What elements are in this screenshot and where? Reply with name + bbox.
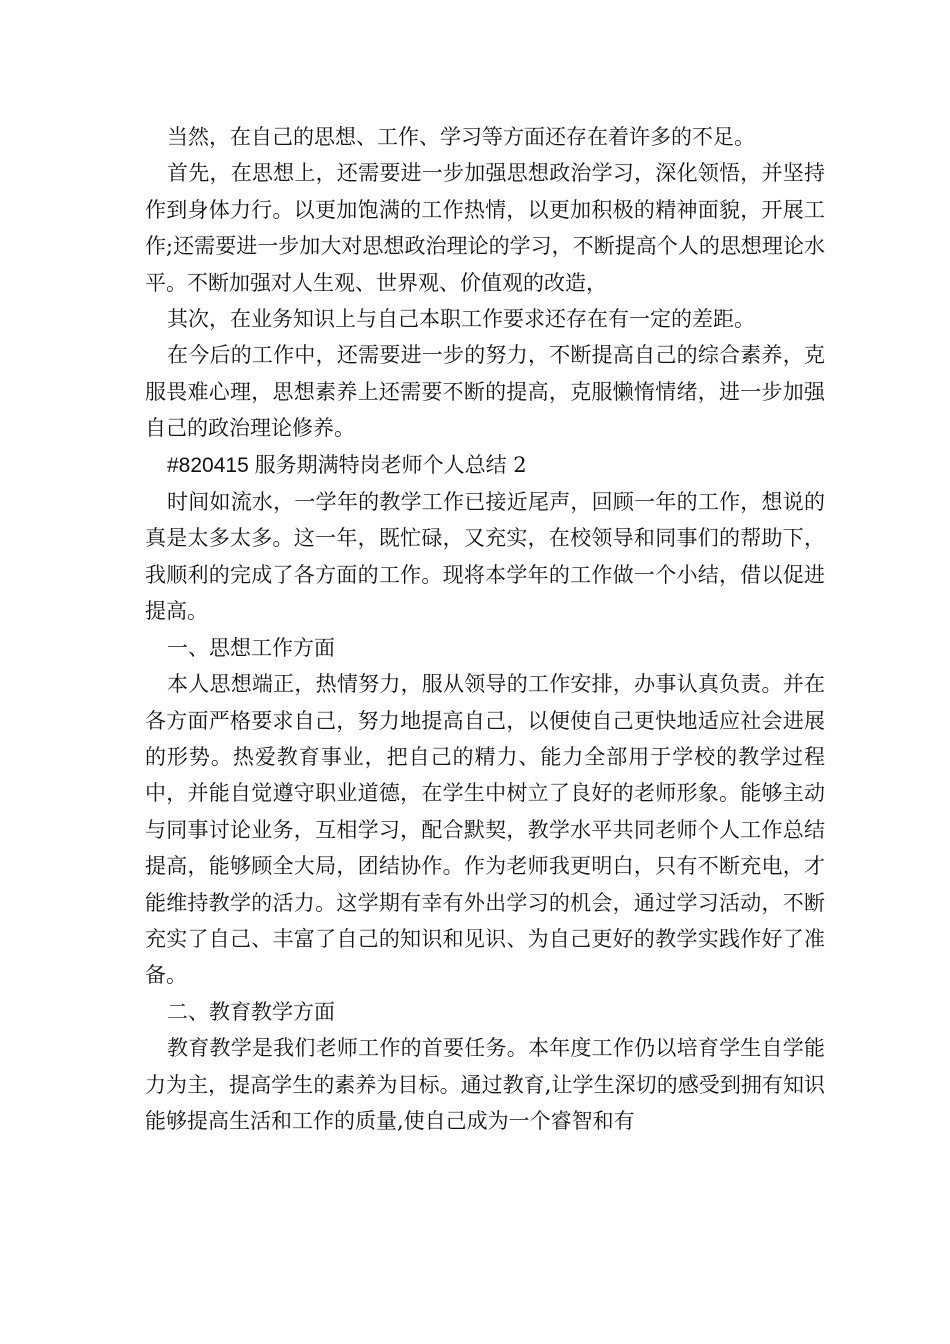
paragraph-year-review: 时间如流水，一学年的教学工作已接近尾声，回顾一年的工作，想说的真是太多太多。这一年，既忙碌，又充实，在校领导和同事们的帮助下，我顺利的完成了各方面的工作。现将本学年的工作做一个小结，借以促进提高。 — [145, 490, 825, 624]
paragraph-shortcomings: 当然，在自己的思想、工作、学习等方面还存在着许多的不足。 — [167, 125, 755, 149]
document-body — [145, 119, 825, 1139]
paragraph-first-ideology: 首先，在思想上，还需要进一步加强思想政治学习，深化领悟，并坚持作到身体力行。以更加饱满的工作热情，以更加积极的精神面貌，开展工作;还需要进一步加大对思想政治理论的学习，不断提高个人的思想理论水平。不断加强对人生观、世界观、价值观的改造， — [145, 161, 825, 295]
subheading-ideology-work: 一、思想工作方面 — [167, 635, 335, 660]
paragraph-future-work: 在今后的工作中，还需要进一步的努力，不断提高自己的综合素养，克服畏难心理，思想素养上还需要不断的提高，克服懒惰情绪，进一步加强自己的政治理论修养。 — [145, 343, 825, 441]
paragraph-ideology-detail: 本人思想端正，热情努力，服从领导的工作安排，办事认真负责。并在各方面严格要求自己，努力地提高自己，以便使自己更快地适应社会进展的形势。热爱教育事业，把自己的精力、能力全部用于学校的教学过程中，并能自觉遵守职业道德，在学生中树立了良好的老师形象。能够主动与同事讨论业务，互相学习，配合默契，教学水平共同老师个人工作总结提高，能够顾全大局，团结协作。作为老师我更明白，只有不断充电，才能维持教学的活力。这学期有幸有外出学习的机会，通过学习活动，不断充实了自己、丰富了自己的知识和见识、为自己更好的教学实践作好了准备。 — [145, 672, 825, 988]
section-heading-id: #820415 — [167, 453, 249, 477]
section-heading-title: 服务期满特岗老师个人总结 2 — [254, 452, 527, 477]
subheading-teaching: 二、教育教学方面 — [167, 999, 335, 1024]
section-heading — [145, 447, 825, 484]
paragraph-second-knowledge: 其次，在业务知识上与自己本职工作要求还存在有一定的差距。 — [167, 307, 755, 332]
paragraph-teaching-detail: 教育教学是我们老师工作的首要任务。本年度工作仍以培育学生自学能力为主，提高学生的素养为目标。通过教育,让学生深切的感受到拥有知识能够提高生活和工作的质量,使自己成为一个睿智和有 — [145, 1036, 825, 1133]
